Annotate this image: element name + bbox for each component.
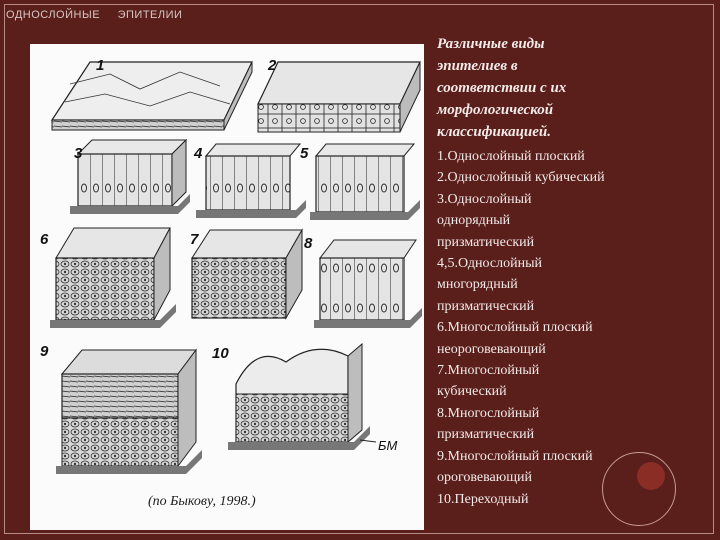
bm-label: БМ: [378, 438, 398, 453]
list-line: однорядный: [437, 213, 511, 229]
block-5: [310, 144, 420, 220]
block-4: [196, 144, 306, 218]
list-line: 3.Однослойный: [437, 191, 532, 207]
decorative-circle-filled: [637, 462, 665, 490]
label-9: 9: [40, 343, 49, 360]
label-5: 5: [300, 145, 309, 162]
block-3: [70, 140, 190, 214]
slide-header: [6, 9, 196, 21]
decorative-circle-outline: [602, 452, 676, 526]
label-7: 7: [190, 231, 199, 248]
list-line: 10.Переходный: [437, 491, 529, 507]
list-line: 2.Однослойный кубический: [437, 170, 605, 186]
header-word-1: ОДНОСЛОЙНЫЕ: [6, 9, 101, 21]
block-6: [50, 228, 176, 328]
block-10: [228, 344, 376, 450]
label-3: 3: [74, 145, 83, 162]
slide-title: [437, 33, 667, 143]
title-line: морфологической: [437, 102, 554, 118]
list-line: 7.Многослойный: [437, 363, 540, 379]
label-2: 2: [268, 57, 277, 74]
classification-list: [437, 146, 699, 510]
list-line: призматический: [437, 427, 535, 443]
title-line: классификацией.: [437, 124, 552, 140]
list-line: 1.Однослойный плоский: [437, 149, 585, 164]
list-line: кубический: [437, 384, 507, 400]
list-line: многорядный: [437, 277, 518, 293]
block-2: [258, 62, 420, 132]
label-8: 8: [304, 235, 313, 252]
list-line: неороговевающий: [437, 341, 546, 357]
label-1: 1: [96, 57, 105, 74]
list-line: призматический: [437, 234, 535, 250]
label-10: 10: [212, 345, 229, 362]
list-line: призматический: [437, 298, 535, 314]
list-line: 6.Многослойный плоский: [437, 320, 593, 336]
title-line: эпителиев в: [437, 58, 518, 74]
list-line: 8.Многослойный: [437, 405, 540, 421]
block-1: [52, 62, 252, 130]
label-4: 4: [194, 145, 203, 162]
epithelium-figure: [30, 44, 424, 530]
block-9: [56, 350, 202, 474]
block-8: [314, 240, 422, 328]
list-line: 9.Многослойный плоский: [437, 448, 593, 464]
epithelium-drawing: [30, 44, 424, 530]
list-line: ороговевающий: [437, 470, 532, 486]
title-line: Различные виды: [437, 36, 545, 52]
header-word-2: ЭПИТЕЛИИ: [117, 9, 183, 21]
block-7: [192, 230, 302, 318]
title-line: соответствии с их: [437, 80, 567, 96]
list-line: 4,5.Однослойный: [437, 256, 542, 272]
label-6: 6: [40, 231, 49, 248]
figure-caption: (по Быкову, 1998.): [148, 494, 256, 509]
